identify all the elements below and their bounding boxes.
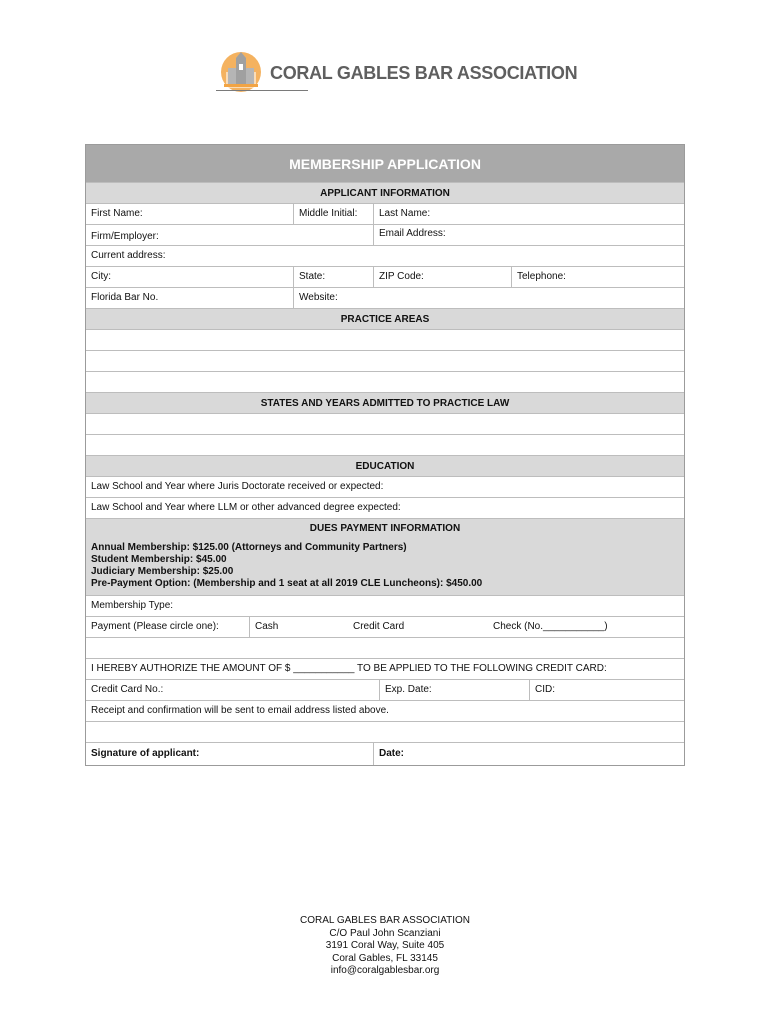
date-field[interactable]: Date:: [379, 748, 405, 759]
law-school-llm-field[interactable]: Law School and Year where LLM or other advanced degree expected:: [91, 502, 401, 513]
footer-email: info@coralgablesbar.org: [330, 965, 440, 976]
signature-field[interactable]: Signature of applicant:: [86, 743, 374, 765]
form-title: MEMBERSHIP APPLICATION: [289, 155, 481, 172]
payment-check-option[interactable]: Check (No.___________): [493, 621, 608, 632]
firm-email-row: [86, 225, 684, 246]
blank-row-2: [86, 722, 684, 743]
bar-number-field[interactable]: Florida Bar No.: [86, 288, 294, 308]
footer-city: Coral Gables, FL 33145: [332, 952, 438, 964]
practice-line-1[interactable]: [86, 330, 684, 351]
section-applicant-title: APPLICANT INFORMATION: [320, 187, 450, 199]
card-row: [86, 680, 684, 701]
receipt-row: [86, 701, 684, 722]
section-states: [86, 393, 684, 414]
states-line-1[interactable]: [86, 414, 684, 435]
law-school-jd-field[interactable]: Law School and Year where Juris Doctorate received or expected:: [91, 481, 384, 492]
last-name-field[interactable]: Last Name:: [379, 208, 431, 219]
city-row: [86, 267, 684, 288]
name-row: [86, 204, 684, 225]
footer-org: CORAL GABLES BAR ASSOCIATION: [299, 915, 471, 926]
footer-care-of: C/O Paul John Scanziani: [329, 927, 441, 939]
authorize-row: [86, 659, 684, 680]
payment-cash-option[interactable]: Cash: [255, 621, 279, 632]
section-states-title: STATES AND YEARS ADMITTED TO PRACTICE LAW: [260, 397, 510, 409]
practice-line-3[interactable]: [86, 372, 684, 393]
state-field[interactable]: State:: [294, 267, 374, 287]
dues-line-prepayment: Pre-Payment Option: (Membership and 1 seat at all 2019 CLE Luncheons): $450.00: [91, 578, 483, 589]
section-dues: [86, 519, 684, 538]
logo-underline: [216, 90, 308, 91]
membership-form: [85, 144, 685, 766]
first-name-field[interactable]: First Name:: [86, 204, 294, 224]
form-title-row: [86, 145, 684, 183]
section-applicant: [86, 183, 684, 204]
states-line-2[interactable]: [86, 435, 684, 456]
bar-row: [86, 288, 684, 309]
blank-row-1: [86, 638, 684, 659]
website-field[interactable]: Website:: [299, 292, 338, 303]
section-practice: [86, 309, 684, 330]
zip-field[interactable]: ZIP Code:: [374, 267, 512, 287]
building-logo-icon: [214, 50, 266, 94]
membership-type-field[interactable]: Membership Type:: [91, 600, 174, 611]
dues-line-student: Student Membership: $45.00: [91, 554, 227, 565]
membership-type-row: [86, 596, 684, 617]
footer-street: 3191 Coral Way, Suite 405: [325, 940, 445, 951]
payment-label: Payment (Please circle one):: [86, 617, 250, 637]
exp-date-field[interactable]: Exp. Date:: [380, 680, 530, 700]
footer-address: [0, 915, 770, 978]
dues-line-judiciary: Judiciary Membership: $25.00: [91, 566, 234, 577]
org-name: CORAL GABLES BAR ASSOCIATION: [270, 63, 578, 83]
card-number-field[interactable]: Credit Card No.:: [86, 680, 380, 700]
dues-details: [86, 538, 684, 596]
payment-row: [86, 617, 684, 638]
signature-row: [86, 743, 684, 765]
email-field[interactable]: Email Address:: [379, 228, 446, 239]
section-education-title: EDUCATION: [355, 460, 415, 472]
section-dues-title: DUES PAYMENT INFORMATION: [309, 523, 461, 534]
jd-row: [86, 477, 684, 498]
receipt-note: Receipt and confirmation will be sent to email address listed above.: [91, 705, 389, 716]
cid-field[interactable]: CID:: [535, 684, 555, 695]
dues-line-annual: Annual Membership: $125.00 (Attorneys and Community Partners): [91, 542, 407, 553]
payment-credit-option[interactable]: Credit Card: [353, 621, 405, 632]
section-practice-title: PRACTICE AREAS: [340, 313, 430, 325]
section-education: [86, 456, 684, 477]
city-field[interactable]: City:: [86, 267, 294, 287]
llm-row: [86, 498, 684, 519]
firm-field[interactable]: Firm/Employer:: [86, 225, 374, 245]
address-row: [86, 246, 684, 267]
practice-line-2[interactable]: [86, 351, 684, 372]
org-logo: [214, 50, 578, 94]
telephone-field[interactable]: Telephone:: [517, 271, 566, 282]
current-address-field[interactable]: Current address:: [91, 250, 166, 261]
middle-initial-field[interactable]: Middle Initial:: [294, 204, 374, 224]
authorize-text: I HEREBY AUTHORIZE THE AMOUNT OF $ ___________ TO BE APPLIED TO THE FOLLOWING CREDIT CARD:: [91, 663, 607, 674]
